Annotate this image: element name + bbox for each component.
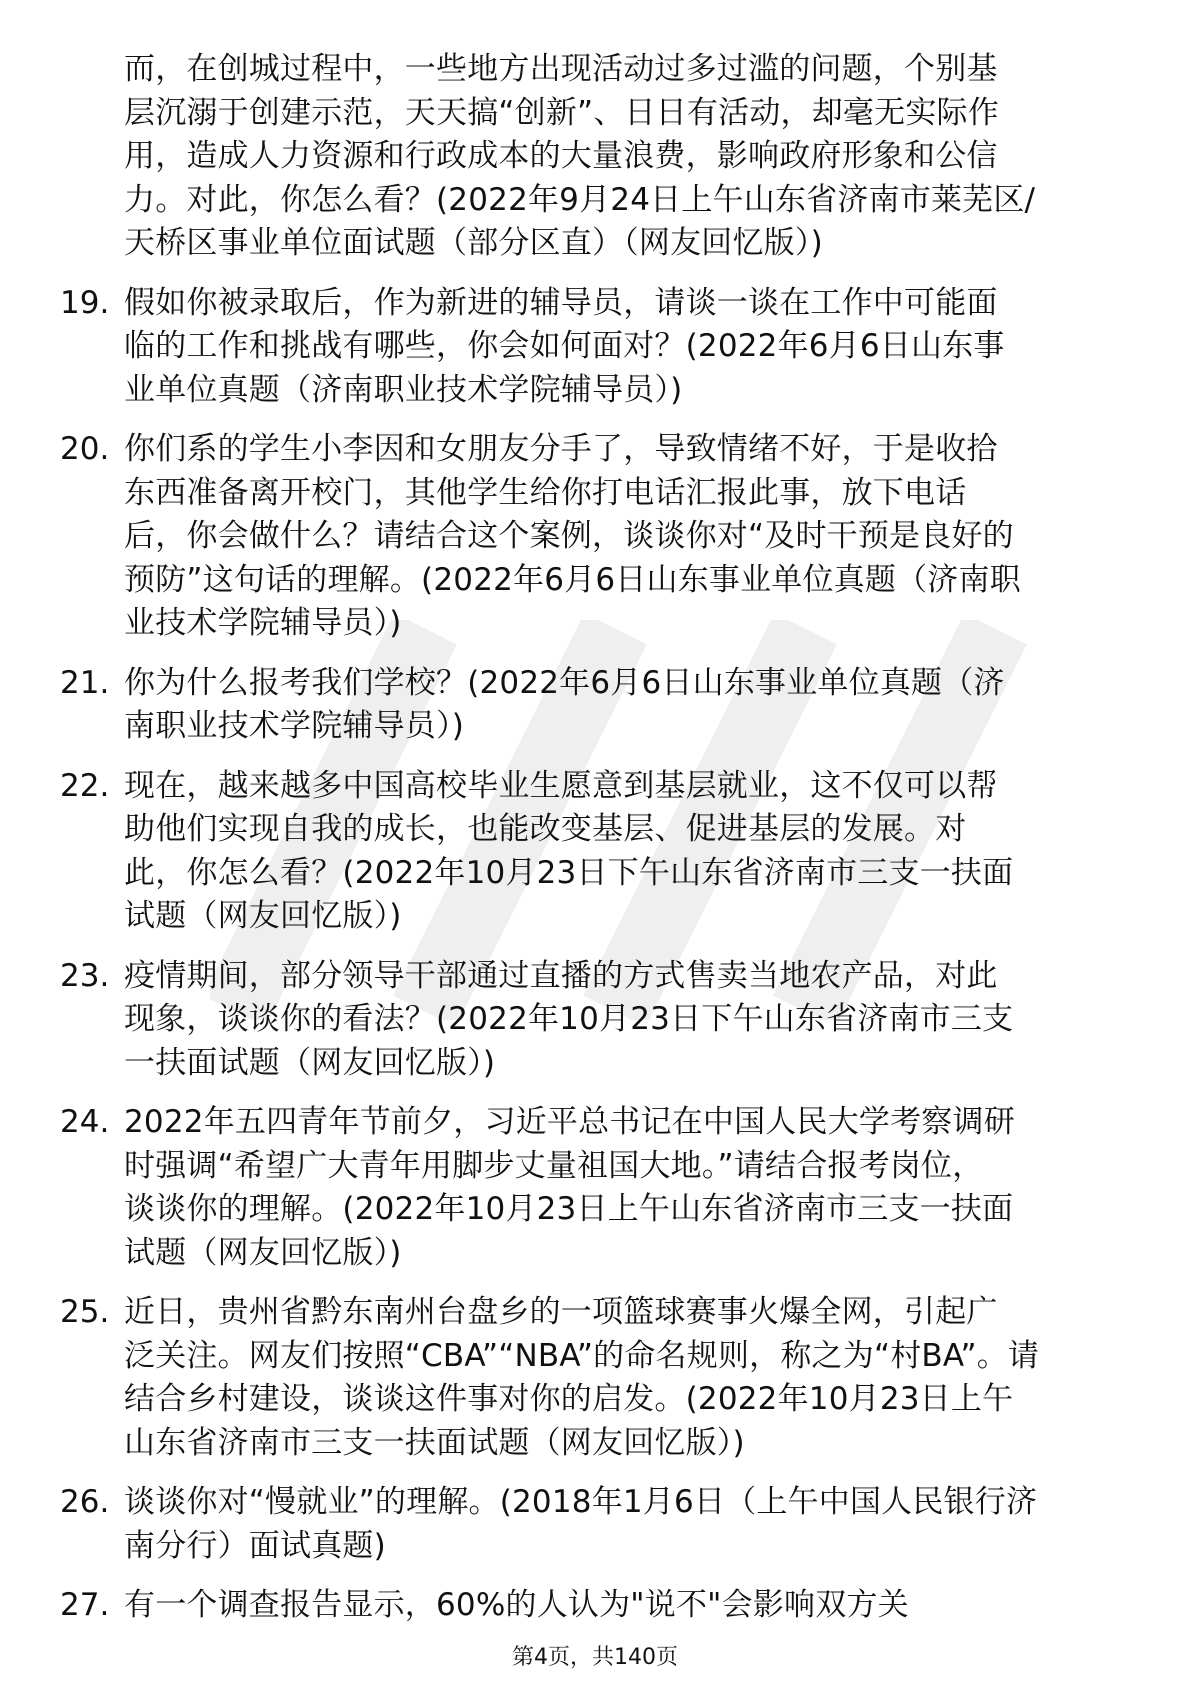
item-number: 27. <box>60 1587 110 1623</box>
list-item <box>60 1481 1140 1568</box>
item-text: 而，在创城过程中，一些地方出现活动过多过滥的问题，个别基 层沉溺于创建示范，天天搞“创新”、日日有活动，却毫无实际作 用，造成人力资源和行政成本的大量浪费，影响政府形象和公信 力。对此，你怎么看？(2022年9月24日上午山东省济南市莱芜区/ 天桥区事业单位面试题（部分区直）（网友回忆版）) <box>124 51 1036 261</box>
list-item <box>60 428 1140 646</box>
item-number: 24. <box>60 1104 110 1140</box>
item-text: 现在，越来越多中国高校毕业生愿意到基层就业，这不仅可以帮 助他们实现自我的成长，也能改变基层、促进基层的发展。对 此，你怎么看？(2022年10月23日下午山东省济南市三支一扶面 试题（网友回忆版）) <box>124 767 1014 934</box>
page-footer: 第4页，共140页 <box>512 1645 678 1670</box>
list-item <box>60 1101 1140 1275</box>
item-text: 假如你被录取后，作为新进的辅导员，请谈一谈在工作中可能面 临的工作和挑战有哪些，你会如何面对？(2022年6月6日山东事 业单位真题（济南职业技术学院辅导员）) <box>124 284 1005 408</box>
item-text: 谈谈你对“慢就业”的理解。(2018年1月6日（上午中国人民银行济 南分行）面试真题) <box>124 1484 1038 1564</box>
item-number: 23. <box>60 957 110 994</box>
list-item <box>60 48 1140 266</box>
list-item <box>60 955 1140 1086</box>
list-item <box>60 765 1140 939</box>
item-text: 2022年五四青年节前夕，习近平总书记在中国人民大学考察调研 时强调“希望广大青年用脚步丈量祖国大地。”请结合报考岗位， 谈谈你的理解。(2022年10月23日上午山东省济南市三支一扶面 试题（网友回忆版）) <box>124 1104 1015 1271</box>
list-item <box>60 282 1140 413</box>
item-number: 21. <box>60 664 110 701</box>
item-text: 近日，贵州省黔东南州台盘乡的一项篮球赛事火爆全网，引起广 泛关注。网友们按照“CBA”“NBA”的命名规则，称之为“村BA”。请 结合乡村建设，谈谈这件事对你的启发。(2022年10月23日上午 山东省济南市三支一扶面试题（网友回忆版）) <box>124 1294 1040 1461</box>
list-item <box>60 662 1140 749</box>
list-item <box>60 1291 1140 1465</box>
question-list <box>60 48 1140 1644</box>
item-number: 25. <box>60 1294 110 1330</box>
item-number: 22. <box>60 767 110 804</box>
item-text: 你为什么报考我们学校？(2022年6月6日山东事业单位真题（济 南职业技术学院辅导员）) <box>124 664 1005 744</box>
item-text: 你们系的学生小李因和女朋友分手了，导致情绪不好，于是收拾 东西准备离开校门，其他学生给你打电话汇报此事，放下电话 后，你会做什么？请结合这个案例，谈谈你对“及时干预是良好的 预防”这句话的理解。(2022年6月6日山东事业单位真题（济南职 业技术学院辅导员）) <box>124 431 1021 641</box>
item-number: 26. <box>60 1484 110 1520</box>
item-number: 19. <box>60 284 110 321</box>
item-number: 20. <box>60 431 110 467</box>
list-item <box>60 1584 1140 1628</box>
item-text: 有一个调查报告显示，60%的人认为"说不"会影响双方关 <box>124 1587 909 1623</box>
item-text: 疫情期间，部分领导干部通过直播的方式售卖当地农产品，对此 现象，谈谈你的看法？(2022年10月23日下午山东省济南市三支 一扶面试题（网友回忆版）) <box>124 957 1014 1081</box>
